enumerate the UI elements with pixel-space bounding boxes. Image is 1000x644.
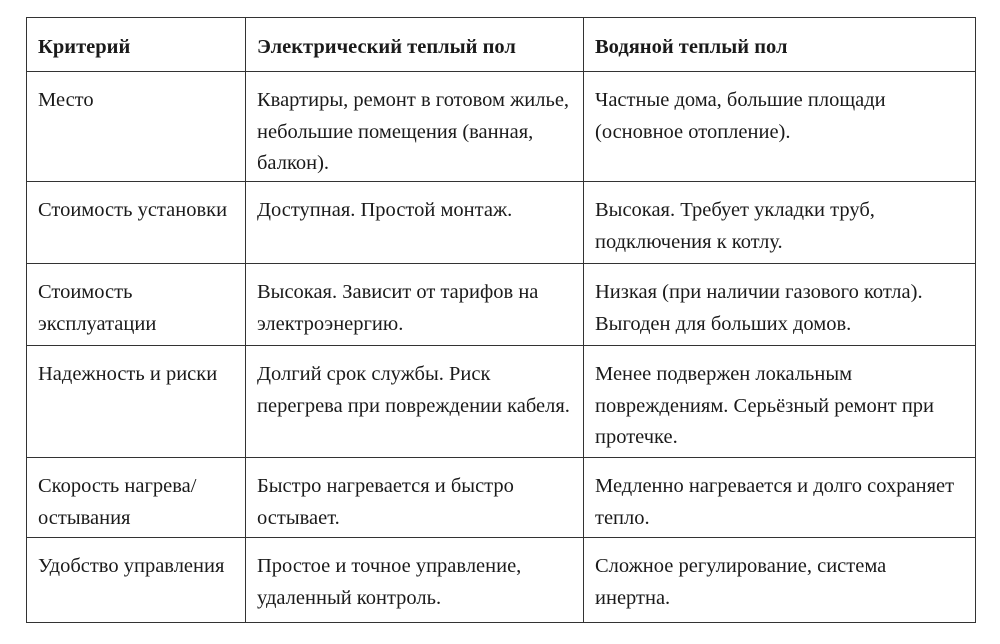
table-row — [27, 182, 976, 264]
electric-cell: Быстро нагревается и быстро остывает. — [246, 458, 584, 538]
electric-cell: Квартиры, ремонт в готовом жилье, небольшие помещения (ванная, балкон). — [246, 72, 584, 182]
criterion-cell: Удобство управления — [27, 538, 246, 623]
water-cell: Менее подвержен локальным повреждениям. Серьёзный ремонт при протечке. — [584, 346, 976, 458]
header-water: Водяной теплый пол — [584, 18, 976, 72]
electric-cell: Простое и точное управление, удаленный контроль. — [246, 538, 584, 623]
header-electric: Электрический теплый пол — [246, 18, 584, 72]
criterion-cell: Надежность и риски — [27, 346, 246, 458]
water-cell: Сложное регулирование, система инертна. — [584, 538, 976, 623]
water-cell: Низкая (при наличии газового котла). Выгоден для больших домов. — [584, 264, 976, 346]
table-row — [27, 458, 976, 538]
water-cell: Медленно нагревается и долго сохраняет тепло. — [584, 458, 976, 538]
table-row — [27, 346, 976, 458]
criterion-cell: Стоимость установки — [27, 182, 246, 264]
water-cell: Частные дома, большие площади (основное отопление). — [584, 72, 976, 182]
table-row — [27, 72, 976, 182]
criterion-cell: Скорость нагрева/остывания — [27, 458, 246, 538]
electric-cell: Высокая. Зависит от тарифов на электроэнергию. — [246, 264, 584, 346]
header-row — [27, 18, 976, 72]
header-criterion: Критерий — [27, 18, 246, 72]
comparison-table — [26, 17, 976, 623]
electric-cell: Долгий срок службы. Риск перегрева при повреждении кабеля. — [246, 346, 584, 458]
criterion-cell: Место — [27, 72, 246, 182]
table-row — [27, 538, 976, 623]
water-cell: Высокая. Требует укладки труб, подключения к котлу. — [584, 182, 976, 264]
criterion-cell: Стоимость эксплуатации — [27, 264, 246, 346]
electric-cell: Доступная. Простой монтаж. — [246, 182, 584, 264]
table-row — [27, 264, 976, 346]
